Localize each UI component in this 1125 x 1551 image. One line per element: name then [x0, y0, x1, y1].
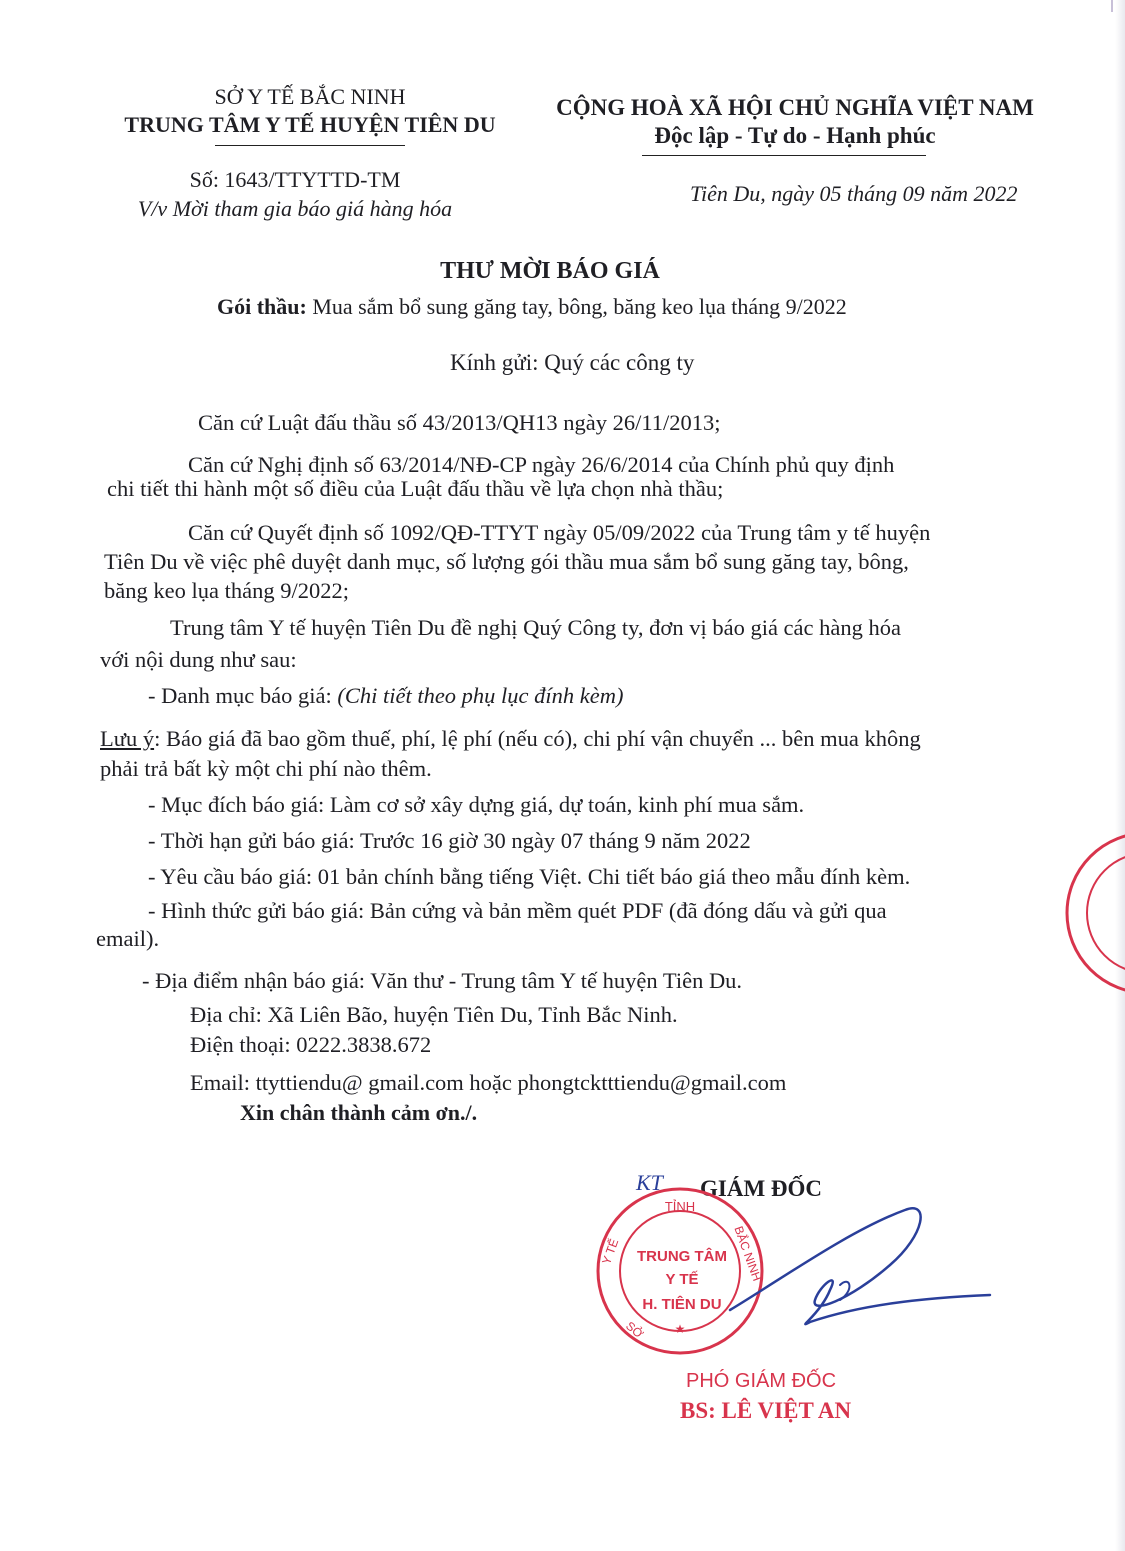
signer-role: GIÁM ĐỐC: [700, 1176, 823, 1201]
legal-basis-2-cont: chi tiết thi hành một số điều của Luật đấu thầu về lựa chọn nhà thầu;: [107, 476, 724, 501]
package-label: Gói thầu:: [217, 294, 307, 319]
page-edge-shadow: [1115, 0, 1125, 1551]
partial-edge-stamp: [1062, 828, 1125, 998]
deadline-item: - Thời hạn gửi báo giá: Trước 16 giờ 30 ngày 07 tháng 9 năm 2022: [148, 828, 751, 853]
catalog-line: [148, 683, 624, 709]
note-line: [100, 726, 921, 752]
note-text: : Báo giá đã bao gồm thuế, phí, lệ phí (nếu có), chi phí vận chuyển ... bên mua không: [154, 726, 921, 751]
package-line: [217, 294, 847, 320]
agency-name: TRUNG TÂM Y TẾ HUYỆN TIÊN DU: [124, 112, 496, 137]
request-intro-cont: với nội dung như sau:: [100, 647, 297, 672]
stamp-ring-right: BẮC NINH: [731, 1224, 765, 1283]
deputy-director-title: PHÓ GIÁM ĐỐC: [686, 1370, 837, 1392]
stamp-line-2: Y TẾ: [665, 1271, 699, 1288]
national-motto: Độc lập - Tự do - Hạnh phúc: [654, 123, 936, 148]
catalog-label: - Danh mục báo giá:: [148, 683, 338, 708]
note-line-cont: phải trả bất kỳ một chi phí nào thêm.: [100, 756, 432, 781]
stamp-ring-bottom: SỞ: [623, 1318, 647, 1342]
contact-email: Email: ttyttiendu@ gmail.com hoặc phongtcktttiendu@gmail.com: [190, 1070, 787, 1095]
stamp-line-1: TRUNG TÂM: [637, 1248, 727, 1265]
legal-basis-1: Căn cứ Luật đấu thầu số 43/2013/QH13 ngày 26/11/2013;: [198, 410, 721, 435]
page-edge-mark: [1111, 0, 1113, 12]
agency-underline: [215, 145, 405, 146]
letter-title: THƯ MỜI BÁO GIÁ: [440, 258, 660, 284]
legal-basis-3: Căn cứ Quyết định số 1092/QĐ-TTYT ngày 05/09/2022 của Trung tâm y tế huyện: [188, 520, 931, 545]
signer-name: BS: LÊ VIỆT AN: [680, 1398, 852, 1423]
package-text: Mua sắm bổ sung găng tay, bông, băng keo lụa tháng 9/2022: [306, 294, 847, 319]
closing-thanks: Xin chân thành cảm ơn./.: [240, 1100, 478, 1125]
contact-phone: Điện thoại: 0222.3838.672: [190, 1032, 432, 1057]
purpose-item: - Mục đích báo giá: Làm cơ sở xây dựng giá, dự toán, kinh phí mua sắm.: [148, 792, 805, 817]
star-icon: ★: [674, 1322, 686, 1336]
national-title: CỘNG HOÀ XÃ HỘI CHỦ NGHĨA VIỆT NAM: [556, 95, 1034, 120]
document-number: Số: 1643/TTYTTD-TM: [189, 167, 401, 192]
legal-basis-3-cont2: băng keo lụa tháng 9/2022;: [104, 578, 349, 603]
submission-method-item: - Hình thức gửi báo giá: Bản cứng và bản mềm quét PDF (đã đóng dấu và gửi qua: [148, 898, 887, 923]
stamp-line-3: H. TIÊN DU: [642, 1296, 722, 1313]
stamp-ring-top: TỈNH: [664, 1199, 696, 1214]
contact-address: Địa chỉ: Xã Liên Bão, huyện Tiên Du, Tỉnh Bắc Ninh.: [190, 1002, 678, 1027]
submission-method-cont: email).: [96, 926, 160, 951]
document-subject: V/v Mời tham gia báo giá hàng hóa: [137, 196, 453, 221]
handwritten-signature: [690, 1190, 1000, 1340]
requirement-item: - Yêu cầu báo giá: 01 bản chính bằng tiếng Việt. Chi tiết báo giá theo mẫu đính kèm.: [148, 864, 911, 889]
request-intro: Trung tâm Y tế huyện Tiên Du đề nghị Quý Công ty, đơn vị báo giá các hàng hóa: [170, 615, 901, 640]
agency-parent: SỞ Y TẾ BẮC NINH: [214, 84, 406, 109]
salutation: Kính gửi: Quý các công ty: [450, 350, 695, 375]
legal-basis-3-cont1: Tiên Du về việc phê duyệt danh mục, số lượng gói thầu mua sắm bổ sung găng tay, bông,: [104, 549, 909, 574]
receiving-location-item: - Địa điểm nhận báo giá: Văn thư - Trung tâm Y tế huyện Tiên Du.: [142, 968, 743, 993]
legal-basis-2: Căn cứ Nghị định số 63/2014/NĐ-CP ngày 26/6/2014 của Chính phủ quy định: [188, 452, 895, 477]
note-label: Lưu ý: [100, 726, 155, 751]
motto-underline: [642, 155, 926, 156]
signer-prefix: KT: [636, 1170, 663, 1195]
stamp-ring-left: Y TẾ: [599, 1236, 622, 1267]
catalog-value: (Chi tiết theo phụ lục đính kèm): [337, 683, 624, 708]
document-date: Tiên Du, ngày 05 tháng 09 năm 2022: [690, 181, 1018, 206]
